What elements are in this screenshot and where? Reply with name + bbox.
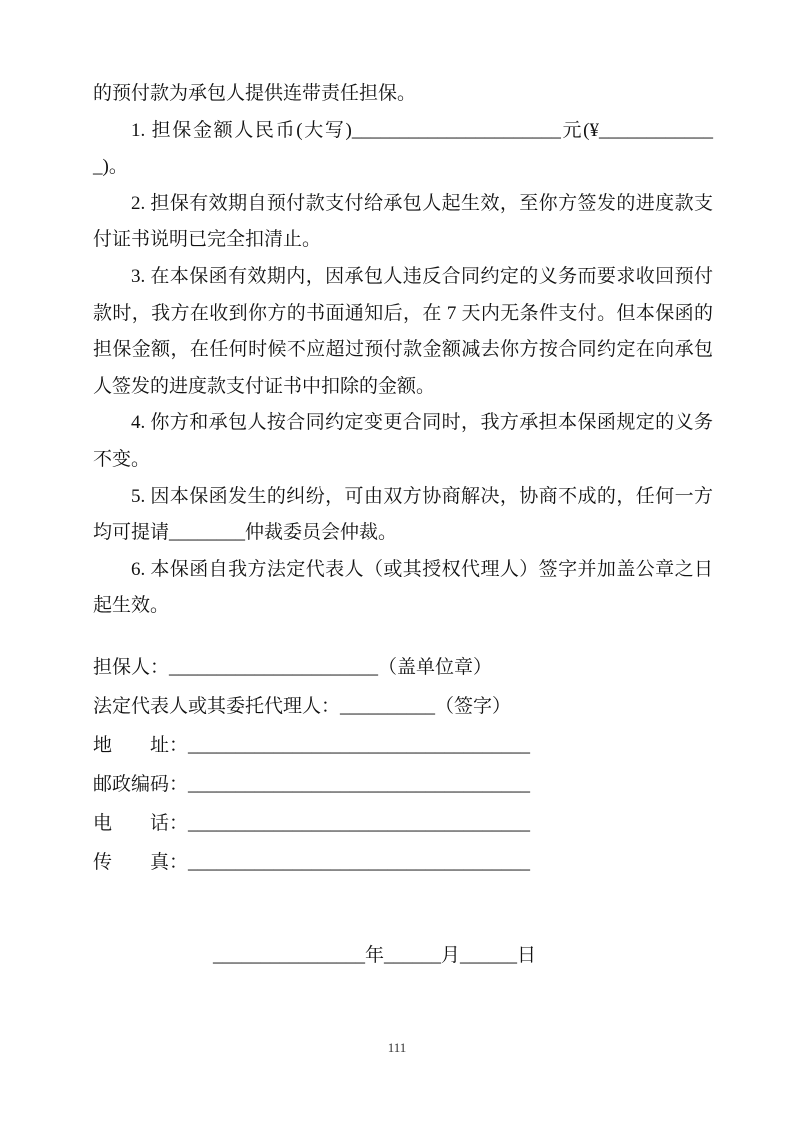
guarantee-clauses-block: [93, 76, 713, 625]
clause-3-unconditional-payment: 3. 在本保函有效期内，因承包人违反合同约定的义务而要求收回预付款时，我方在收到你方的书面通知后，在 7 天内无条件支付。但本保函的担保金额，在任何时候不应超过预付款金额减去你方按合同约定在向承包人签发的进度款支付证书中扣除的金额。: [93, 265, 713, 397]
page-number: 111: [387, 1040, 407, 1055]
guarantor-blank: ______________________: [169, 657, 379, 678]
phone-line: [93, 804, 713, 843]
address-line: [93, 726, 713, 765]
clause-1-guarantee-amount: 1. 担保金额人民币(大写)______________________元(¥_____________)。: [93, 119, 713, 178]
address-label: 地 址：: [93, 735, 189, 756]
fax-line: [93, 843, 713, 882]
date-line: ________________年______月______日: [213, 945, 537, 966]
legal-representative-line: [93, 687, 713, 726]
guarantor-label: 担保人：: [93, 657, 170, 678]
fax-blank: ____________________________________: [188, 852, 531, 873]
clause-5-arbitration: 5. 因本保函发生的纠纷，可由双方协商解决，协商不成的，任何一方均可提请________仲裁委员会仲裁。: [93, 485, 713, 544]
paragraph-continuation: 的预付款为承包人提供连带责任担保。: [93, 83, 417, 104]
postal-code-label: 邮政编码：: [93, 774, 189, 795]
phone-blank: ____________________________________: [188, 813, 531, 834]
clause-6-effective-date: 6. 本保函自我方法定代表人（或其授权代理人）签字并加盖公章之日起生效。: [93, 558, 713, 617]
clause-4-contract-change: 4. 你方和承包人按合同约定变更合同时，我方承担本保函规定的义务不变。: [93, 412, 713, 470]
clause-2-validity-period: 2. 担保有效期自预付款支付给承包人起生效，至你方签发的进度款支付证书说明已完全扣清止。: [93, 192, 713, 251]
legal-representative-label: 法定代表人或其委托代理人：: [93, 696, 341, 717]
signature-block: [93, 648, 713, 882]
phone-label: 电 话：: [93, 813, 189, 834]
address-blank: ____________________________________: [188, 735, 531, 756]
legal-representative-blank: __________: [340, 696, 436, 717]
postal-code-blank: ____________________________________: [188, 774, 531, 795]
fax-label: 传 真：: [93, 852, 189, 873]
guarantor-seal-note: （盖单位章）: [378, 657, 493, 678]
legal-representative-sign-note: （签字）: [435, 696, 512, 717]
guarantor-line: [93, 648, 713, 687]
postal-code-line: [93, 765, 713, 804]
